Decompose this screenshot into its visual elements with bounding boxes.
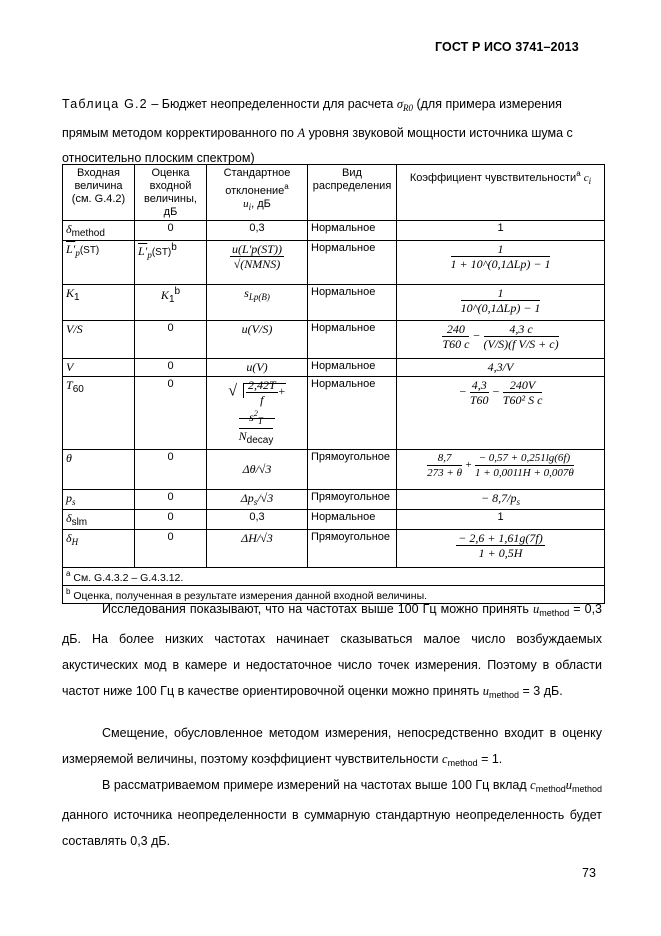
paragraph-2 (62, 720, 602, 776)
distribution-cell: Прямоугольное (308, 530, 397, 568)
header-coef-sup: a (576, 169, 581, 178)
p2-text-b: = 1. (477, 752, 503, 766)
quantity-cell (63, 490, 135, 510)
est-sub: p (147, 250, 152, 260)
coef-cell: 4,3/V (397, 359, 605, 377)
note-a-text: См. G.4.3.2 – G.4.3.12. (70, 572, 184, 584)
std-tail: /√3 (257, 491, 274, 505)
qty-tail: (ST) (79, 245, 100, 256)
note-b-text: Оценка, полученная в результате измерения данной входной величины. (70, 590, 428, 602)
estimate-cell: 0 (135, 377, 207, 450)
coef-cell: 1 (397, 221, 605, 241)
quantity-cell: θ (63, 450, 135, 490)
est-tail: (ST) (151, 247, 172, 258)
p1-text-a: Исследования показывают, что на частотах выше 100 Гц можно принять (102, 602, 533, 616)
std-b-sup: 2 (253, 409, 258, 418)
table-number: Таблица G.2 (62, 97, 148, 111)
coef-cell (397, 530, 605, 568)
header-coef-label: Коэффициент чувствительности (409, 172, 577, 184)
coef-b-den: 1 + 0,0011H + 0,007θ (474, 467, 574, 479)
header-estimate: Оценка входной величины, дБ (135, 165, 207, 221)
p1-text-c: = 3 дБ. (519, 684, 563, 698)
caption-text-1: – Бюджет неопределенности для расчета (147, 97, 397, 111)
coef-b-den: (V/S)(f V/S + c) (483, 337, 559, 351)
coef-cell (397, 241, 605, 285)
table-row (63, 530, 605, 568)
table-note (63, 568, 605, 586)
table-row (63, 221, 605, 241)
qty-sym: K (66, 286, 75, 300)
distribution-cell: Нормальное (308, 321, 397, 359)
qty-sub: 1 (74, 292, 80, 303)
quantity-cell (63, 221, 135, 241)
qty-sub: s (72, 497, 76, 507)
std-a-num: 2,42T (247, 378, 276, 392)
p3-text-b: данного источника неопределенности в суммарную стандартную неопределенность будет составлять 0,3 дБ. (62, 808, 602, 848)
estimate-cell: 0 (135, 530, 207, 568)
distribution-cell: Нормальное (308, 285, 397, 321)
estimate-cell (135, 241, 207, 285)
standard-header: ГОСТ Р ИСО 3741–2013 (435, 40, 579, 54)
std-b-den-sub: decay (246, 435, 274, 446)
std-b-num: s (249, 410, 254, 424)
coef-b-num: 4,3 c (484, 322, 559, 337)
note-b-mark: b (66, 587, 71, 596)
estimate-cell: 0 (135, 510, 207, 530)
quantity-cell (63, 377, 135, 450)
coef-num: 1 (461, 286, 541, 301)
coef-a-num: 8,7 (427, 451, 462, 466)
coef-b-den: T60² S c (502, 393, 543, 407)
header-coef (397, 165, 605, 221)
std-sub: Lp(B) (248, 292, 270, 302)
qty-sym: p (66, 491, 72, 505)
p1-sub: method (539, 608, 570, 618)
coef-b-num: − 0,57 + 0,251lg(6f) (475, 451, 574, 466)
coef-num: 1 (451, 242, 551, 257)
table-row (63, 359, 605, 377)
p1-sub2: method (489, 690, 520, 700)
coef-a-den: T60 c (442, 337, 470, 351)
qty-sym: δ (66, 511, 72, 525)
std-cell: Δθ/√3 (207, 450, 308, 490)
table-row (63, 510, 605, 530)
estimate-cell: 0 (135, 490, 207, 510)
std-num: u(L′p(ST)) (232, 242, 282, 256)
qty-sym: δ (66, 222, 72, 236)
table-row (63, 285, 605, 321)
coef-a-num: 4,3 (471, 378, 487, 392)
est-sup: b (171, 242, 177, 253)
coef-cell: − $\frac{4,3}{T60}$ − $\frac{240V}{\text{T60² S c}}$ (397, 377, 605, 450)
table-row (63, 241, 605, 285)
std-b-sub: T (257, 416, 263, 426)
qty-sub: method (71, 228, 105, 239)
header-std-sym: u (243, 198, 249, 210)
coef-cell (397, 285, 605, 321)
qty-sub: slm (71, 517, 88, 528)
caption-text-2: (для примера измерения прямым методом корректированного по (62, 97, 562, 140)
p3-sym2: u (565, 778, 572, 792)
note-a (63, 568, 605, 586)
std-cell: √ $\frac{2,42T}{f}$ + $\frac{s^2_T}{N_{decay}}$ (207, 377, 308, 450)
header-std-label: Стандартное отклонение (223, 167, 291, 197)
std-cell: 0,3 (207, 221, 308, 241)
estimate-cell: 0 (135, 450, 207, 490)
paragraph-1 (62, 596, 602, 708)
p1-sym2: u (482, 684, 490, 698)
quantity-cell: V (63, 359, 135, 377)
coef-cell (397, 490, 605, 510)
std-cell (207, 285, 308, 321)
std-cell: ΔH/√3 (207, 530, 308, 568)
coef-cell: 1 (397, 510, 605, 530)
distribution-cell: Прямоугольное (308, 450, 397, 490)
caption-symbol-sub: R0 (402, 103, 413, 113)
coef-b-num: 240V (503, 378, 543, 393)
std-cell: 0,3 (207, 510, 308, 530)
table-row (63, 377, 605, 450)
estimate-cell: 0 (135, 359, 207, 377)
caption-text-3: уровня звуковой мощности источника шума с относительно плоским спектром) (62, 126, 573, 165)
coef-sym: − 8,7/p (481, 491, 517, 505)
header-quantity: Входная величина (см. G.4.2) (63, 165, 135, 221)
coef-a-den: T60 (469, 393, 489, 407)
qty-sub: H (71, 537, 79, 547)
p2-sub: method (447, 758, 478, 768)
header-distribution: Вид распределения (308, 165, 397, 221)
table-caption (62, 92, 602, 171)
distribution-cell: Нормальное (308, 510, 397, 530)
quantity-cell: V/S (63, 321, 135, 359)
std-sub: s (253, 497, 258, 507)
coef-den: 10^(0,1ΔLp) − 1 (460, 301, 541, 315)
paragraph-3 (62, 772, 602, 854)
distribution-cell: Нормальное (308, 241, 397, 285)
p2-text-a: Смещение, обусловленное методом измерения, непосредственно входит в оценку измеряемой величины, поэтому коэффициент чувствительности (62, 726, 602, 766)
coef-sub: s (516, 497, 520, 507)
qty-sub: 60 (72, 384, 84, 395)
est-sym: K (160, 288, 169, 302)
header-std-sup: a (284, 182, 289, 191)
std-den: √(NMNS) (233, 257, 281, 271)
estimate-cell: 0 (135, 321, 207, 359)
quantity-cell (63, 510, 135, 530)
coef-a-den: 273 + θ (427, 467, 462, 479)
header-std-sub: i (248, 202, 252, 212)
coef-cell: $\frac{8,7}{273 + \theta}$ + $\frac{- 0,57 + 0,251\lg(6f)}{1 + 0,0011H + 0,007\theta}$ (397, 450, 605, 490)
coef-a-num: 240 (442, 322, 469, 337)
coef-num: − 2,6 + 1,61g(7f) (458, 531, 543, 545)
quantity-cell (63, 241, 135, 285)
distribution-cell: Нормальное (308, 377, 397, 450)
estimate-cell: 0 (135, 221, 207, 241)
qty-sub: p (75, 248, 80, 258)
p3-sub1: method (535, 784, 566, 794)
distribution-cell: Нормальное (308, 221, 397, 241)
note-a-mark: a (66, 569, 71, 578)
est-sym: L′ (138, 244, 148, 258)
p3-sym1: c (530, 778, 536, 792)
coef-cell: $\frac{240}{T60 c}$ − $\frac{4,3 c}{\text{(V/S)(f V/S + c)}}$ (397, 321, 605, 359)
caption-a-letter: A (297, 126, 306, 140)
coef-den: 1 + 10^(0,1ΔLp) − 1 (450, 257, 551, 271)
distribution-cell: Прямоугольное (308, 490, 397, 510)
std-sym: s (244, 286, 249, 300)
page-number: 73 (582, 866, 596, 880)
std-a-den: f (260, 393, 264, 407)
p3-text-a: В рассматриваемом примере измерений на частотах выше 100 Гц вклад (102, 778, 531, 792)
coef-den: 1 + 0,5H (478, 546, 523, 560)
header-std (207, 165, 308, 221)
table-row (63, 450, 605, 490)
uncertainty-budget-table (62, 164, 605, 604)
p1-text-b: = 0,3 дБ. На более низких частотах начинает сказываться малое число возбуждаемых акустических мод в камере и недостаточное число точек измерения. Поэтому в области частот ниже 100 Гц в качестве ориентировочной оценки можно принять (62, 602, 603, 698)
table-row (63, 490, 605, 510)
header-coef-sub: i (588, 176, 592, 186)
header-std-unit: , дБ (251, 198, 271, 210)
caption-symbol: σ (396, 97, 403, 111)
p3-sub2: method (571, 784, 602, 794)
header-coef-sym: c (583, 172, 589, 184)
distribution-cell: Нормальное (308, 359, 397, 377)
std-b-den: N (238, 429, 247, 443)
p2-sym: c (442, 752, 448, 766)
quantity-cell (63, 285, 135, 321)
qty-sym: δ (66, 531, 72, 545)
std-sym: Δp (240, 491, 254, 505)
p1-sym: u (532, 602, 540, 616)
std-cell (207, 241, 308, 285)
std-cell: u(V/S) (207, 321, 308, 359)
std-cell (207, 490, 308, 510)
table-header-row (63, 165, 605, 221)
std-cell: u(V) (207, 359, 308, 377)
table-row (63, 321, 605, 359)
est-sub: 1 (168, 294, 175, 305)
qty-sym: L′ (66, 242, 76, 256)
estimate-cell (135, 285, 207, 321)
qty-sym: T (66, 378, 73, 392)
est-sup: b (174, 286, 181, 297)
quantity-cell (63, 530, 135, 568)
